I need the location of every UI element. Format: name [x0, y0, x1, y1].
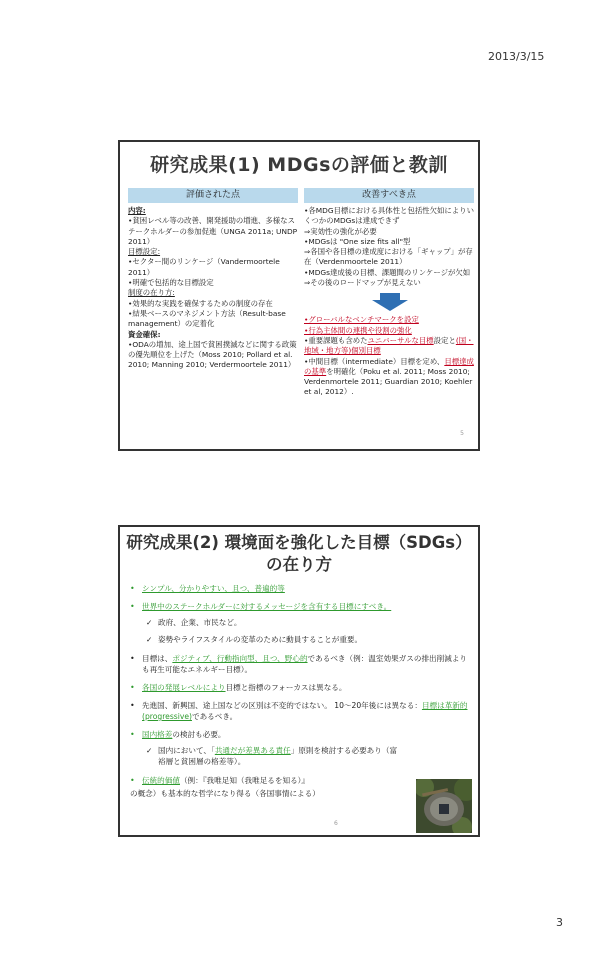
issue-item: ⇒実効性の強化が必要 [304, 226, 377, 236]
slide1-title: 研究成果(1) MDGsの評価と教訓 [150, 154, 448, 176]
content-text: •貧困レベル等の改善、開発援助の増進、多様なステークホルダーの参加促進（UNGA 2011a; UNDP 2011） [128, 216, 298, 246]
goal-item: •明確で包括的な目標設定 [128, 278, 214, 288]
issue-item: •MDGsは "One size fits all"型 [304, 236, 411, 246]
goal-item: •セクター間のリンケージ（Vandermoortele 2011） [128, 257, 280, 277]
institution-label: 制度の在り方: [128, 288, 175, 298]
goal-setting-label: 目標設定: [128, 247, 161, 257]
check-icon: ✓ [146, 746, 153, 755]
issue-item: •MDGs達成後の目標、課題間のリンケージが欠如⇒その後のロードマップが見えない [304, 267, 471, 288]
suggestion-item: •重要課題も含めたユニバーサルな目標設定と(国・地域・地方等)個別目標 [304, 335, 474, 356]
page-number: 3 [556, 916, 563, 929]
suggestion-item: •グローバルなベンチマークを設定 [304, 315, 419, 325]
sub-bullet-item: ✓ 国内において、「共通だが差異ある責任」原則を検討する必要あり（富裕層と貧困層の格差等）。 [146, 746, 398, 766]
slide-number: 6 [334, 820, 338, 827]
sub-bullet-item: ✓ 政府、企業、市民など。 [146, 618, 242, 627]
bullet-item: • 伝統的価値（例：『我唯足知（我唯足るを知る）』 [130, 776, 310, 785]
institution-item: •結果ベースのマネジメント方法（Result-base management）の定着化 [128, 308, 286, 329]
print-date: 2013/3/15 [488, 50, 545, 63]
issue-item: •各MDG目標における具体性と包括性欠如によりいくつかのMDGsは達成できず [304, 206, 474, 226]
slide-sdgs-goals [118, 525, 480, 837]
slide-mdgs-evaluation [118, 140, 480, 451]
suggestion-item: •行為主体間の連携や役割の強化 [304, 325, 412, 335]
improvement-points-column [304, 206, 476, 398]
stone-basin-photo [416, 779, 472, 833]
bullet-item: • 先進国、新興国、途上国などの区別は不変的ではない。 10〜20年後には異なる：目標は革新的(progressive)であるべき。 [130, 701, 468, 721]
bullet-item: • シンプル、分かりやすい、且つ、普遍的等 [130, 584, 285, 593]
slide2-title: 研究成果(2) 環境面を強化した目標（SDGs） の在り方 [126, 533, 472, 574]
institution-item: •効果的な実践を確保するための制度の存在 [128, 298, 273, 308]
slide-number: 5 [460, 430, 464, 437]
content-label: 内容: [128, 206, 146, 215]
funding-label: 資金確保: [128, 329, 161, 339]
evaluated-points-heading: 評価された点 [128, 188, 298, 203]
sub-bullet-item: ✓ 姿勢やライフスタイルの変革のために動員することが重要。 [146, 635, 363, 644]
bullet-item: • 国内格差の検討も必要。 [130, 730, 226, 739]
check-icon: ✓ [146, 618, 153, 627]
bullet-item: • 各国の発展レベルにより目標と指標のフォーカスは異なる。 [130, 683, 347, 692]
issue-item: ⇒各国や各目標の達成度における「ギャップ」が存在（Verdenmoortele 2011） [304, 247, 473, 267]
down-arrow-icon [304, 293, 476, 311]
check-icon: ✓ [146, 635, 153, 644]
bullet-continuation: の概念）も基本的な哲学になり得る（各国事情による） [130, 789, 320, 798]
suggestion-item: •中間目標（intermediate）目標を定め、目標達成の基準を明確化（Poku et al. 2011; Moss 2010; Verdenmortele 2011; Guardian 2010; Koehler et al, 2012）. [304, 356, 474, 397]
slide2-bullets [130, 583, 470, 799]
bullet-item: • 目標は、ポジティブ、行動指向型、且つ、野心的であるべき（例：温室効果ガスの排出削減よりも再生可能なエネルギー目標）。 [130, 654, 468, 674]
improvement-points-heading: 改善すべき点 [304, 188, 474, 203]
bullet-item: • 世界中のステークホルダーに対するメッセージを含有する目標にすべき。 [130, 602, 392, 611]
funding-item: •ODAの増加、途上国で貧困撲滅などに関する政策の優先順位を上げた（Moss 2010; Pollard et al. 2010; Manning 2010; Verdermoortele 2011） [128, 339, 297, 370]
evaluated-points-column [128, 206, 300, 371]
